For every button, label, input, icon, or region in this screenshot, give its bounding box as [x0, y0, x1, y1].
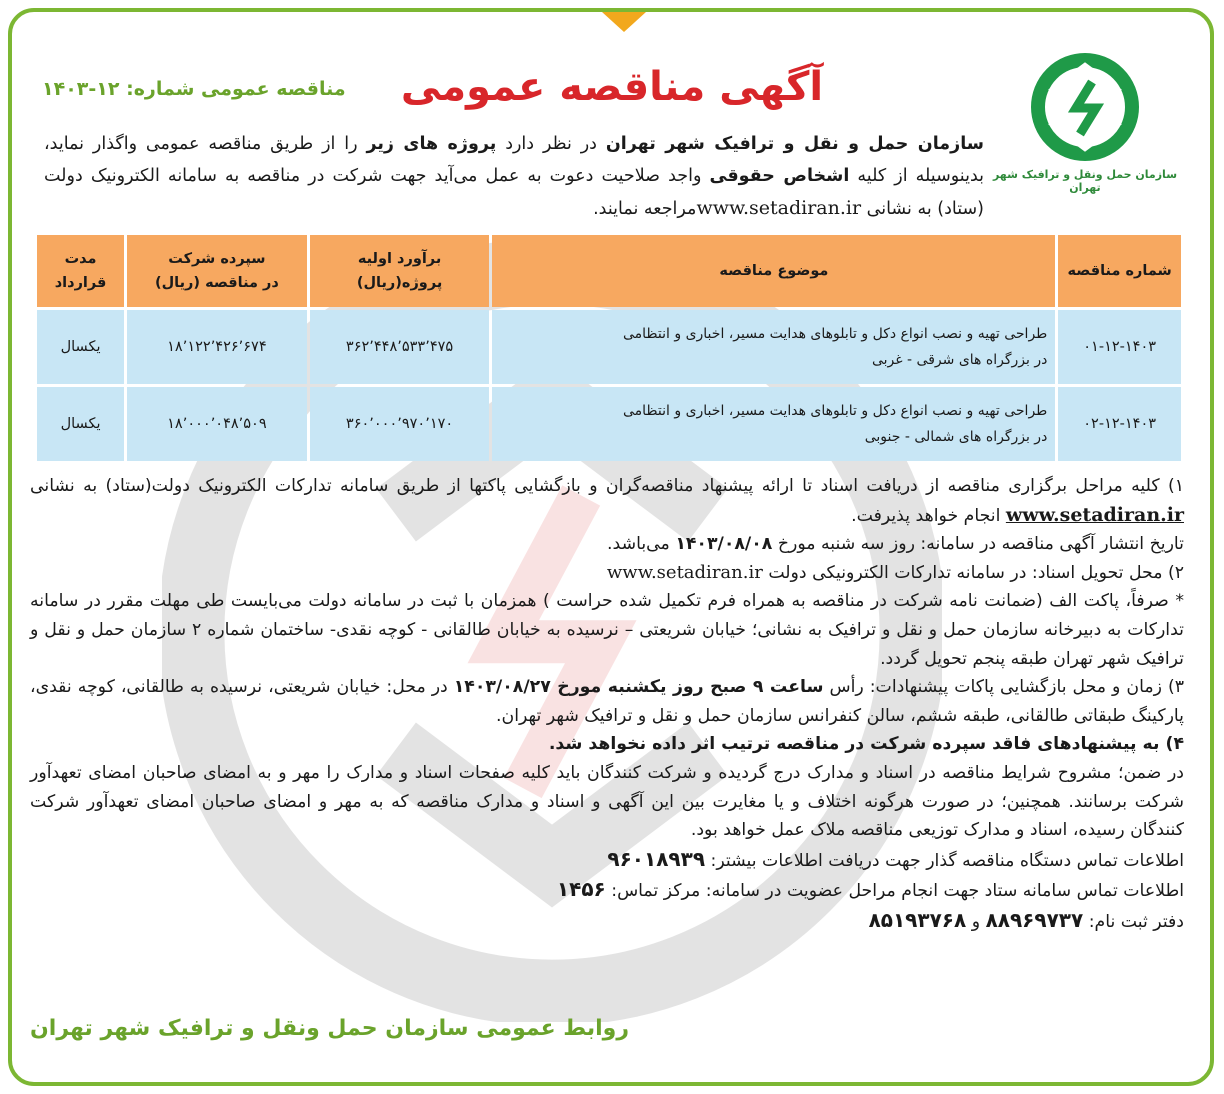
header-deposit-line1: سپرده شرکت: [168, 251, 266, 267]
table-row: [37, 387, 1181, 461]
envelope-note: * صرفاً، پاکت الف (ضمانت نامه شرکت در مناقصه به همراه فرم تکمیل شده حراست ) همزمان با ثبت در سامانه دولت می‌بایست طی مهلت مقرر در سامانه تدارکات به دبیرخانه سازمان حمل و نقل و ترافیک به نشانی؛ خیابان شریعتی – نرسیده به خیابان طالقانی - کوچه نقدی- ساختمان شماره ۲ سازمان حمل و نقل و ترافیک شهر تهران طبقه پنجم تحویل گردد.: [30, 591, 1184, 669]
cell-duration: یکسال: [37, 387, 124, 461]
intro-text: واجد صلاحیت دعوت به عمل می‌آید جهت شرکت در مناقصه به سامانه الکترونیک دولت (ستاد) به نشانی: [44, 166, 984, 219]
intro-paragraph: [44, 128, 984, 225]
publish-date-value: ۱۴۰۳/۰۸/۰۸: [675, 534, 773, 555]
org-name: سازمان حمل و نقل و ترافیک شهر تهران: [605, 134, 984, 154]
registration-phone-2: ۸۵۱۹۳۷۶۸: [868, 907, 967, 932]
clause-text: در محل: خیابان شریعتی، نرسیده به طالقانی، کوچه نقدی، پارکینگ طبقاتی طالقانی، طبقه ششم، سالن کنفرانس سازمان حمل و نقل و ترافیک شهر تهران.: [30, 677, 1184, 726]
cell-estimate: ۳۶۲٬۴۴۸٬۵۳۳٬۴۷۵: [310, 310, 490, 384]
clause-text: و: [966, 911, 986, 932]
header-deposit-line2: در مناقصه (ریال): [154, 275, 279, 291]
organization-logo: [990, 52, 1180, 194]
clause-text: ۱) کلیه مراحل برگزاری مناقصه از دریافت اسناد تا ارائه پیشنهاد مناقصه‌گران و بازگشایی پاکتها از طریق سامانه تدارکات الکترونیک دولت(ستاد) به نشانی: [30, 476, 1184, 496]
clause-text: ۲) محل تحویل اسناد: در سامانه تدارکات الکترونیکی دولت: [762, 562, 1184, 583]
header-number: شماره مناقصه: [1058, 235, 1181, 307]
footer-signature: روابط عمومی سازمان حمل ونقل و ترافیک شهر تهران: [30, 1016, 629, 1041]
setad-link[interactable]: www.setadiran.ir: [696, 197, 862, 219]
subject-line2: در بزرگراه های شرقی - غربی: [871, 352, 1048, 368]
tenders-table: [34, 232, 1184, 464]
transport-logo-icon: [1020, 52, 1150, 162]
clause-text: تاریخ انتشار آگهی مناقصه در سامانه: روز سه شنبه مورخ: [772, 534, 1184, 555]
header-subject: موضوع مناقصه: [492, 235, 1055, 307]
opening-time: ساعت ۹ صبح روز یکشنبه مورخ ۱۴۰۳/۰۸/۲۷: [453, 677, 824, 698]
clause-text: ۳) زمان و محل بازگشایی پاکات پیشنهادات: رأس: [823, 677, 1184, 698]
notice-body: [30, 472, 1184, 937]
page-title: آگهی مناقصه عمومی: [400, 64, 824, 110]
tender-number: مناقصه عمومی شماره: ۱۲-۱۴۰۳: [42, 78, 346, 100]
clause-4: ۴) به پیشنهادهای فاقد سپرده شرکت در مناقصه ترتیب اثر داده نخواهد شد.: [548, 734, 1184, 755]
clause-2: [30, 559, 1184, 588]
clause-text: انجام خواهد پذیرفت.: [851, 505, 1006, 526]
cell-deposit: ۱۸٬۱۲۲٬۴۲۶٬۶۷۴: [127, 310, 307, 384]
legal-entities-label: اشخاص حقوقی: [709, 166, 850, 186]
clause-text: اطلاعات تماس سامانه ستاد جهت انجام مراحل عضویت در سامانه: مرکز تماس:: [605, 881, 1184, 902]
cell-subject: [492, 310, 1055, 384]
setad-phone: ۱۴۵۶: [556, 877, 606, 902]
clause-3: [30, 673, 1184, 730]
top-notch-decoration: [602, 12, 646, 32]
cell-subject: [492, 387, 1055, 461]
setad-link[interactable]: www.setadiran.ir: [606, 561, 763, 583]
contact-setad: [30, 875, 1184, 906]
tender-phone: ۹۶۰۱۸۹۳۹: [607, 846, 706, 871]
cell-estimate: ۳۶۰٬۰۰۰٬۹۷۰٬۱۷۰: [310, 387, 490, 461]
setad-link[interactable]: www.setadiran.ir: [1005, 503, 1184, 526]
clause-text: اطلاعات تماس دستگاه مناقصه گذار جهت دریافت اطلاعات بیشتر:: [705, 850, 1184, 871]
cell-duration: یکسال: [37, 310, 124, 384]
projects-label: پروژه های زیر: [366, 134, 497, 154]
table-header-row: [37, 235, 1181, 307]
intro-text: در نظر دارد: [496, 134, 606, 154]
subject-line2: در بزرگراه های شمالی - جنوبی: [864, 429, 1048, 445]
cell-number: ۰۱-۱۲-۱۴۰۳: [1058, 310, 1181, 384]
header-duration-line2: قرارداد: [54, 275, 107, 291]
header-deposit: [127, 235, 307, 307]
subject-line1: طراحی تهیه و نصب انواع دکل و تابلوهای هدایت مسیر، اخباری و انتظامی: [622, 403, 1048, 419]
publish-date: [30, 530, 1184, 559]
logo-caption: سازمان حمل ونقل و ترافیک شهر تهران: [992, 168, 1178, 194]
header-estimate: برآورد اولیه پروژه(ریال): [310, 235, 490, 307]
general-terms: در ضمن؛ مشروح شرایط مناقصه در اسناد و مدارک درج گردیده و شرکت کنندگان باید کلیه صفحات اسناد و مدارک را مهر و به امضای صاحبان امضای تعهدآور شرکت برسانند. همچنین؛ در صورت هرگونه اختلاف و یا مغایرت بین این آگهی و اسناد و مدارک مناقصه که به مهر و امضای صاحبان امضای تعهدآور شرکت کنندگان رسیده، اسناد و مدارک توزیعی مناقصه ملاک عمل خواهد بود.: [30, 762, 1184, 841]
clause-text: دفتر ثبت نام:: [1083, 911, 1184, 932]
table-row: [37, 310, 1181, 384]
contact-tender: [30, 845, 1184, 876]
header-duration: [37, 235, 124, 307]
intro-text: مراجعه نمایند.: [593, 199, 697, 219]
cell-deposit: ۱۸٬۰۰۰٬۰۴۸٬۵۰۹: [127, 387, 307, 461]
cell-number: ۰۲-۱۲-۱۴۰۳: [1058, 387, 1181, 461]
registration-phone-1: ۸۸۹۶۹۷۳۷: [985, 907, 1084, 932]
intro-text: را از طریق مناقصه عمومی واگذار نماید، بدینوسیله از کلیه: [44, 134, 984, 186]
clause-text: می‌باشد.: [607, 534, 676, 555]
contact-registration: [30, 906, 1184, 937]
header-duration-line1: مدت: [64, 251, 97, 267]
clause-1: [30, 472, 1184, 530]
subject-line1: طراحی تهیه و نصب انواع دکل و تابلوهای هدایت مسیر، اخباری و انتظامی: [622, 326, 1048, 342]
